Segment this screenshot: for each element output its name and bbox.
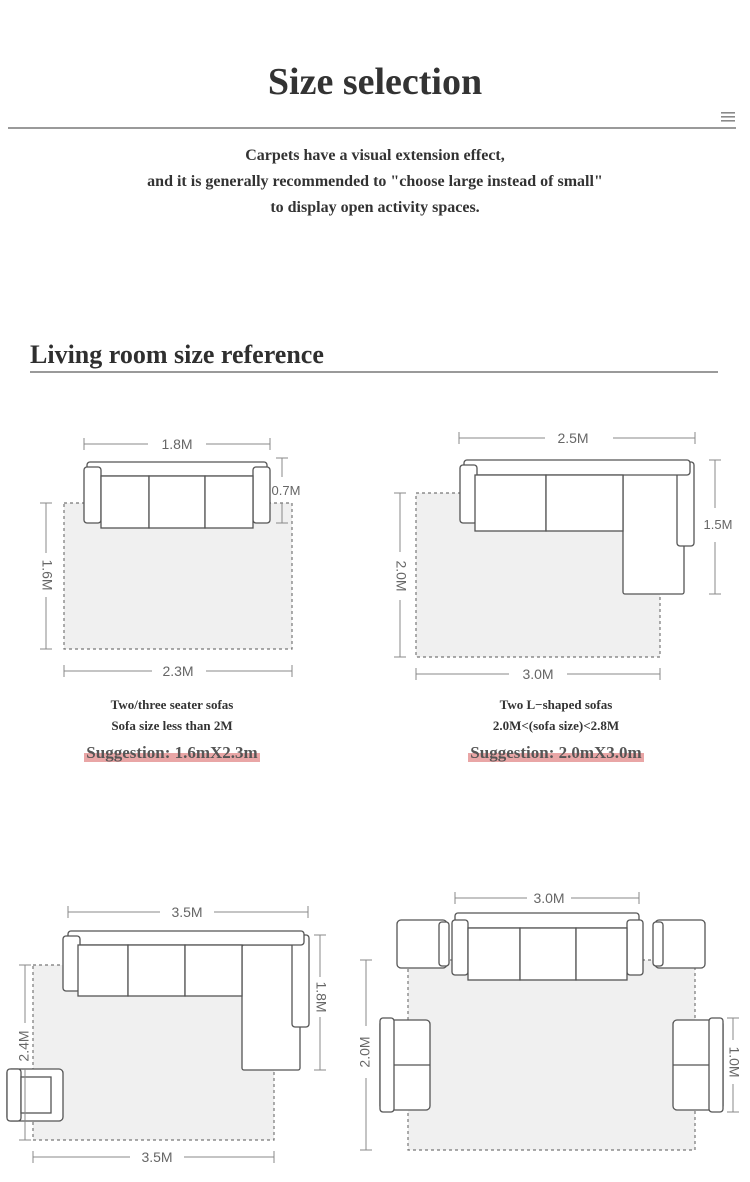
sofa-cushion — [576, 928, 627, 980]
page-title: Size selection — [267, 61, 483, 103]
intro-text — [0, 143, 750, 221]
dimension-label: 1.8M — [313, 981, 330, 1013]
sofa-cushion — [185, 945, 242, 996]
sofa-cushion — [468, 928, 520, 980]
diagram-caption: Two/three seater sofas — [110, 697, 234, 712]
menu-icon[interactable] — [720, 110, 736, 124]
section-divider — [30, 371, 718, 373]
sofa-cushion — [520, 928, 576, 980]
rug — [408, 960, 695, 1150]
sofa-cushion — [546, 475, 623, 531]
dimension-label: 1.6M — [39, 559, 56, 591]
sofa-arm-right — [292, 935, 309, 1027]
dimension-label: 1.8M — [161, 436, 193, 452]
sofa-cushion — [128, 945, 185, 996]
dimension-label: 3.5M — [141, 1149, 173, 1165]
sofa-cushion — [475, 475, 546, 531]
chaise — [242, 945, 300, 1070]
dimension-label: 2.4M — [15, 1030, 32, 1062]
dimension-label: 2.0M — [356, 1036, 373, 1068]
dimension-label: 1.5M — [703, 517, 733, 532]
sofa-back — [87, 462, 267, 476]
dimension-label: 3.0M — [533, 890, 565, 906]
sofa-arm-right — [253, 467, 270, 523]
dimension-label: 3.5M — [171, 904, 203, 920]
suggestion-label — [2, 743, 342, 763]
corner-armchair-right — [653, 920, 705, 968]
sofa-cushion — [101, 476, 149, 528]
title-divider — [8, 127, 736, 129]
corner-armchair-left — [397, 920, 449, 968]
intro-line: to display open activity spaces. — [270, 199, 480, 216]
diagram-caption: Two L−shaped sofas — [499, 697, 613, 712]
section-title: Living room size reference — [30, 340, 324, 369]
sofa-cushion — [78, 945, 128, 996]
armchair — [7, 1069, 63, 1121]
dimension-label: 0.7M — [271, 483, 301, 498]
diagram-caption: 2.0M<(sofa size)<2.8M — [492, 718, 620, 733]
side-armchair-left — [380, 1018, 430, 1112]
sofa-arm-right — [627, 920, 643, 975]
dimension-label: 2.3M — [162, 663, 194, 679]
sofa-arm-left — [452, 920, 468, 975]
suggestion-text: Suggestion: 1.6mX2.3m — [86, 743, 258, 762]
dimension-label: 2.0M — [393, 560, 410, 592]
diagram-sofa-with-armchairs — [355, 880, 750, 1170]
diagram-two-three-seater — [30, 425, 330, 685]
sofa-back — [68, 931, 304, 945]
sofa-back — [455, 913, 639, 928]
diagram-l-shaped — [385, 420, 750, 690]
intro-line: and it is generally recommended to "choose large instead of small" — [147, 173, 603, 190]
diagram-caption: Sofa size less than 2M — [111, 718, 233, 733]
sofa-cushion — [205, 476, 253, 528]
chaise — [623, 474, 684, 594]
suggestion-text: Suggestion: 2.0mX3.0m — [470, 743, 642, 762]
side-armchair-right — [673, 1018, 723, 1112]
dimension-label: 1.0M — [726, 1046, 743, 1078]
intro-line: Carpets have a visual extension effect, — [245, 147, 505, 164]
sofa-arm-left — [84, 467, 101, 523]
suggestion-label — [386, 743, 726, 763]
sofa-cushion — [149, 476, 205, 528]
sofa-back — [464, 460, 690, 475]
diagram-large-l-shaped — [0, 895, 345, 1175]
dimension-label: 3.0M — [522, 666, 554, 682]
dimension-label: 2.5M — [557, 430, 589, 446]
